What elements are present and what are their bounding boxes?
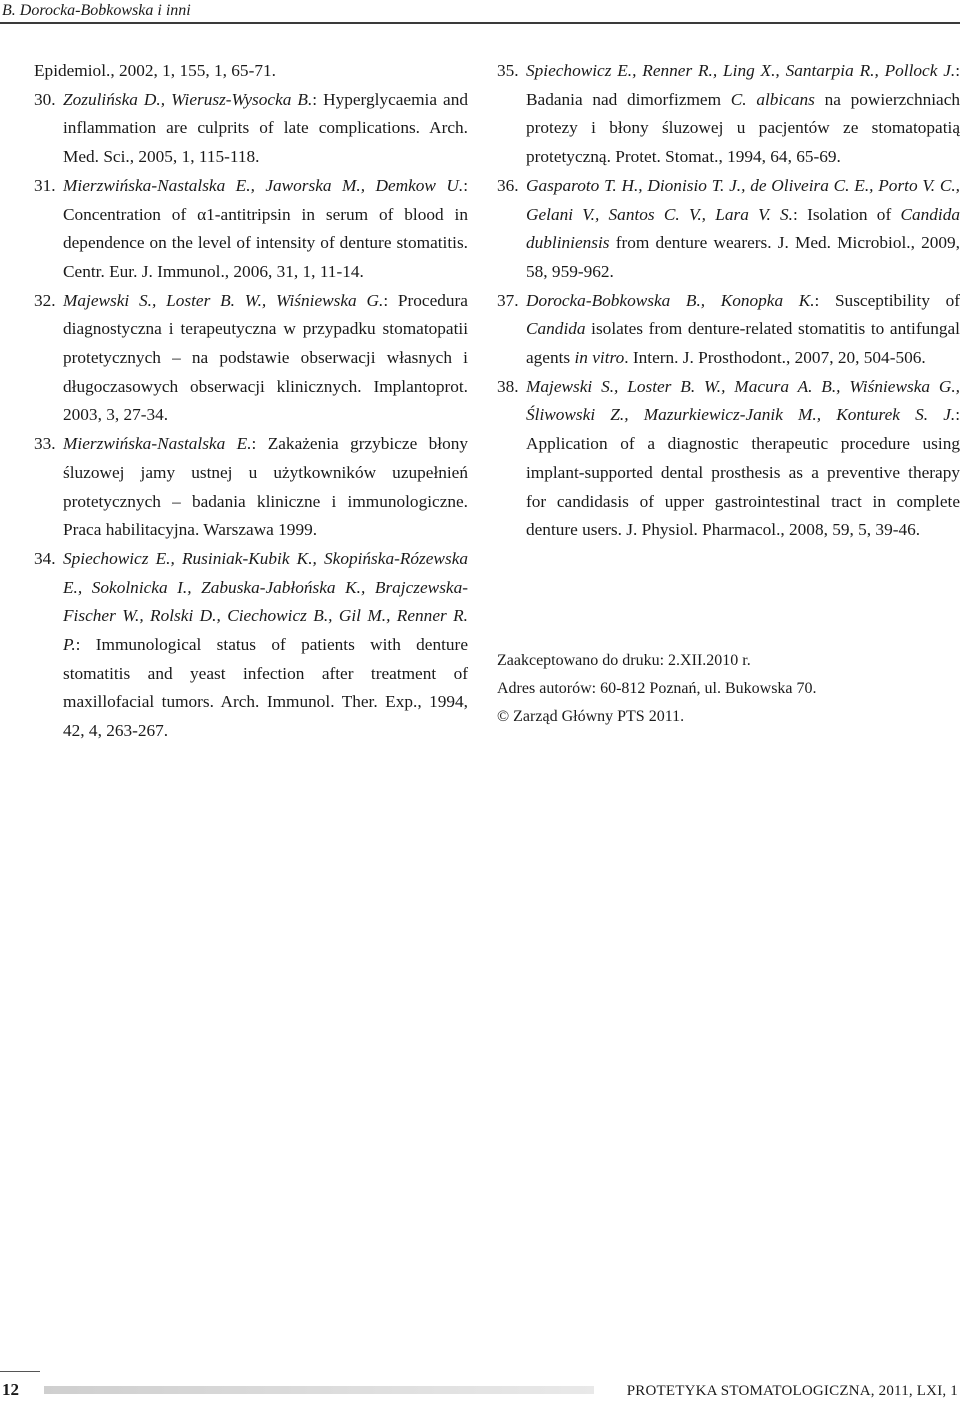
reference-number: 37.	[497, 290, 519, 310]
references-right-column	[497, 57, 960, 545]
reference-authors: Spiechowicz E., Renner R., Ling X., Santarpia R., Pollock J.	[526, 61, 956, 80]
reference-authors: Dorocka-Bobkowska B., Konopka K.	[526, 290, 815, 310]
references-left-column	[34, 57, 468, 746]
reference-text: : Hyperglycaemia and inflammation are culprits of late complications. Arch. Med. Sci., 2005, 1, 115-118.	[63, 89, 468, 167]
reference-text-pre: : Badania nad dimorfizmem	[526, 61, 960, 109]
reference-31	[34, 172, 468, 287]
reference-35	[497, 57, 960, 172]
reference-number: 33.	[34, 434, 56, 454]
journal-title: PROTETYKA STOMATOLOGICZNA, 2011, LXI, 1	[626, 1383, 958, 1399]
reference-authors: Zozulińska D., Wierusz-Wysocka B.	[63, 89, 313, 109]
reference-number: 32.	[34, 290, 56, 310]
reference-text: . Intern. J. Prosthodont., 2007, 20, 504-506.	[624, 348, 926, 368]
reference-text-mid: isolates from denture-related stomatitis to antifungal agents	[526, 319, 960, 368]
reference-36	[497, 172, 960, 287]
in-vitro-term: in vitro	[574, 348, 625, 368]
reference-authors: Majewski S., Loster B. W., Macura A. B., Wiśniewska G., Śliwowski Z., Mazurkiewicz-Janik M., Konturek S. J.	[526, 376, 960, 425]
reference-38	[497, 373, 960, 545]
reference-authors: Spiechowicz E., Rusiniak-Kubik K., Skopińska-Rózewska E., Sokolnicka I., Zabuska-Jabłońska K., Brajczewska-Fischer W., Rolski D., Ciechowicz B., Gil M., Renner R. P.	[63, 548, 468, 655]
reference-34	[34, 545, 468, 746]
copyright-line: © Zarząd Główny PTS 2011.	[497, 708, 685, 725]
author-address: Adres autorów: 60-812 Poznań, ul. Bukowska 70.	[497, 680, 817, 697]
reference-text: from denture wearers. J. Med. Microbiol., 2009, 58, 959-962.	[526, 233, 960, 281]
running-head	[0, 0, 960, 22]
reference-text-pre: : Isolation of	[793, 204, 901, 224]
reference-text: : Zakażenia grzybicze błony śluzowej jamy ustnej u użytkowników uzupełnień protetycznych – badania kliniczne i immunologiczne. Praca habilitacyjna. Warszawa 1999.	[63, 434, 468, 540]
running-title: B. Dorocka-Bobkowska i inni	[2, 2, 191, 19]
reference-text: : Immunological status of patients with denture stomatitis and yeast infection after treatment of maxillofacial tumors. Arch. Immunol. Ther. Exp., 1994, 42, 4, 263-267.	[63, 635, 468, 741]
reference-authors: Gasparoto T. H., Dionisio T. J., de Oliveira C. E., Porto V. C., Gelani V., Santos C. V., Lara V. S.	[526, 175, 960, 224]
header-rule	[0, 22, 960, 24]
footer-rule	[0, 1371, 40, 1372]
species-name: Candida dubliniensis	[526, 204, 960, 253]
reference-number: 30.	[34, 89, 56, 109]
reference-text: : Concentration of α1-antitripsin in serum of blood in dependence on the level of intensity of denture stomatitis. Centr. Eur. J. Immunol., 2006, 31, 1, 11-14.	[63, 175, 468, 281]
article-notes	[497, 647, 960, 731]
reference-text: : Procedura diagnostyczna i terapeutyczna w przypadku stomatopatii protetycznych – na podstawie obserwacji własnych i długoczasowych obserwacji klinicznych. Implantoprot. 2003, 3, 27-34.	[63, 290, 468, 425]
reference-32	[34, 287, 468, 431]
reference-text: Epidemiol., 2002, 1, 155, 1, 65-71.	[34, 61, 276, 80]
species-name: Candida	[526, 319, 586, 339]
reference-29-continuation	[34, 57, 468, 86]
accepted-date: Zaakceptowano do druku: 2.XII.2010 r.	[497, 652, 751, 669]
reference-number: 35.	[497, 61, 519, 80]
page-number: 12	[2, 1380, 19, 1399]
reference-authors: Mierzwińska-Nastalska E., Jaworska M., Demkow U.	[63, 175, 464, 195]
reference-text: : Application of a diagnostic therapeutic procedure using implant-supported dental prosthesis as a preventive therapy for candidasis of upper gastrointestinal tract in complete denture users. J. Physiol. Pharmacol., 2008, 59, 5, 39-46.	[526, 405, 960, 540]
reference-text: na powierzchniach protezy i błony śluzowej u pacjentów ze stomatopatią protetyczną. Protet. Stomat., 1994, 64, 65-69.	[526, 89, 960, 167]
reference-30	[34, 86, 468, 172]
reference-text-pre: : Susceptibility of	[814, 290, 960, 310]
reference-authors: Majewski S., Loster B. W., Wiśniewska G.	[63, 290, 384, 310]
reference-number: 38.	[497, 376, 519, 396]
reference-number: 31.	[34, 175, 56, 195]
reference-33	[34, 430, 468, 545]
reference-number: 36.	[497, 175, 519, 195]
footer-bar	[44, 1386, 594, 1394]
reference-37	[497, 287, 960, 373]
reference-number: 34.	[34, 548, 56, 568]
reference-authors: Mierzwińska-Nastalska E.	[63, 434, 252, 454]
species-name: C. albicans	[730, 89, 815, 109]
